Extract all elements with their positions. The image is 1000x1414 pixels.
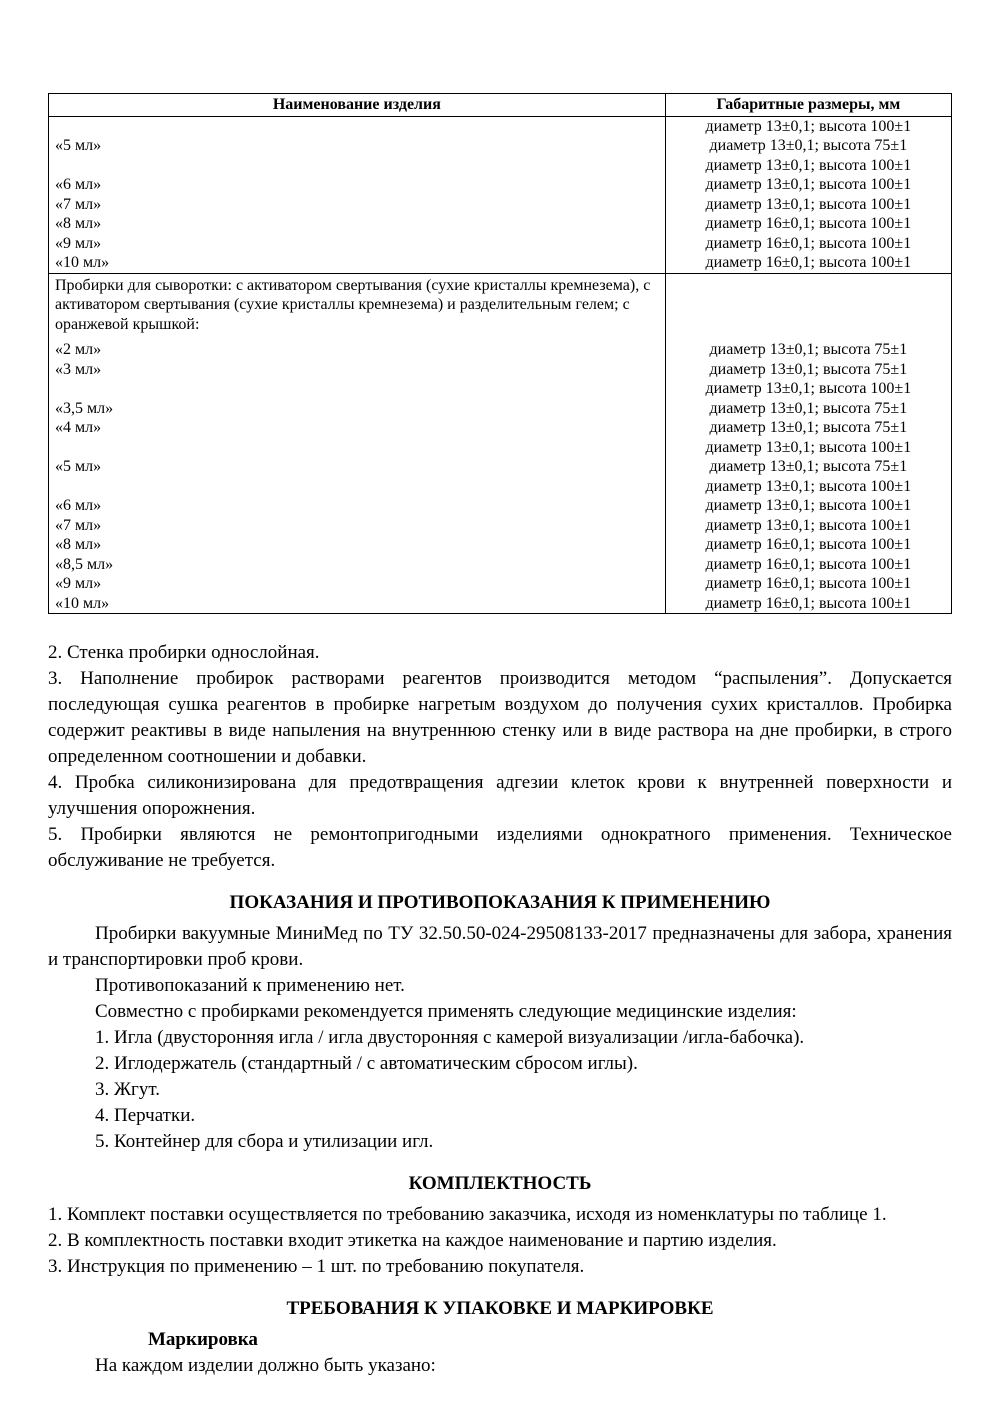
document-body: [48, 640, 952, 1379]
section-heading-packaging: ТРЕБОВАНИЯ К УПАКОВКЕ И МАРКИРОВКЕ: [286, 1298, 714, 1319]
design-feature-paragraph: 3. Наполнение пробирок растворами реагентов производится методом “распыления”. Допускается последующая сушка реагентов в пробирке нагретым воздухом до получения сухих кристаллов. Пробирка содержит реактивы в виде напыления на внутреннюю стенку или в виде раствора на дне пробирки, в строго определенном соотношении и добавки.: [48, 668, 952, 767]
product-name-cell: «3,5 мл»: [55, 399, 114, 417]
indications-paragraph: Пробирки вакуумные МиниМед по ТУ 32.50.50-024-29508133-2017 предназначены для забора, хранения и транспортировки проб крови.: [48, 923, 952, 970]
table-row: [49, 535, 952, 555]
dimensions-cell: диаметр 16±0,1; высота 100±1: [665, 234, 951, 254]
table-row: [49, 399, 952, 419]
table-row: [49, 234, 952, 254]
product-name-cell: [49, 438, 666, 458]
product-name-cell: «5 мл»: [55, 137, 102, 154]
design-feature-paragraph: 2. Стенка пробирки однослойная.: [48, 642, 320, 663]
recommended-item: 2. Иглодержатель (стандартный / с автоматическим сбросом иглы).: [95, 1053, 638, 1074]
dimensions-cell: диаметр 13±0,1; высота 75±1: [665, 360, 951, 380]
section-heading-indications: ПОКАЗАНИЯ И ПРОТИВОПОКАЗАНИЯ К ПРИМЕНЕНИЮ: [229, 892, 771, 913]
dimensions-cell: диаметр 16±0,1; высота 100±1: [665, 214, 951, 234]
indications-paragraph: Совместно с пробирками рекомендуется применять следующие медицинские изделия:: [95, 1001, 797, 1022]
product-name-cell: «10 мл»: [55, 594, 110, 612]
table-row: [49, 457, 952, 477]
product-name-cell: «8 мл»: [55, 215, 102, 232]
product-name-cell: «7 мл»: [55, 195, 102, 213]
section-heading-completeness: КОМПЛЕКТНОСТЬ: [408, 1173, 592, 1194]
table-row: [49, 594, 952, 614]
dimensions-cell-empty: [665, 273, 951, 340]
completeness-item: 1. Комплект поставки осуществляется по требованию заказчика, исходя из номенклатуры по таблице 1.: [48, 1204, 887, 1225]
product-name-cell: «6 мл»: [55, 176, 102, 193]
dimensions-cell: диаметр 13±0,1; высота 100±1: [665, 175, 951, 195]
table-row: [49, 496, 952, 516]
dimensions-cell: диаметр 13±0,1; высота 75±1: [665, 418, 951, 438]
dimensions-cell: диаметр 16±0,1; высота 100±1: [665, 574, 951, 594]
dimensions-cell: диаметр 13±0,1; высота 100±1: [665, 379, 951, 399]
dimensions-cell: диаметр 13±0,1; высота 100±1: [665, 195, 951, 215]
table-row: [49, 516, 952, 536]
recommended-items-list: [48, 1025, 952, 1155]
table-row: [49, 477, 952, 497]
dimensions-cell: диаметр 16±0,1; высота 100±1: [665, 535, 951, 555]
dimensions-cell: диаметр 13±0,1; высота 100±1: [665, 516, 951, 536]
marking-intro-paragraph: На каждом изделии должно быть указано:: [95, 1355, 436, 1376]
product-name-cell: «6 мл»: [55, 497, 102, 514]
completeness-item: 2. В комплектность поставки входит этикетка на каждое наименование и партию изделия.: [48, 1230, 777, 1251]
table-row-description: [49, 273, 952, 340]
table-row: [49, 136, 952, 156]
product-name-cell: «2 мл»: [55, 341, 102, 358]
table-row: [49, 340, 952, 360]
dimensions-cell: диаметр 13±0,1; высота 100±1: [665, 116, 951, 136]
indications-paragraph: Противопоказаний к применению нет.: [95, 975, 405, 996]
table-row: [49, 195, 952, 215]
recommended-item: 3. Жгут.: [95, 1079, 160, 1100]
design-feature-paragraph: 4. Пробка силиконизирована для предотвращения адгезии клеток крови к внутренней поверхности и улучшения опорожнения.: [48, 772, 952, 819]
design-features-list: [48, 640, 952, 874]
dimensions-cell: диаметр 16±0,1; высота 100±1: [665, 253, 951, 273]
dimensions-cell: диаметр 13±0,1; высота 75±1: [665, 457, 951, 477]
recommended-item: 4. Перчатки.: [95, 1105, 196, 1126]
completeness-item: 3. Инструкция по применению – 1 шт. по требованию покупателя.: [48, 1256, 585, 1277]
product-name-cell: «10 мл»: [55, 254, 110, 271]
column-header-dimensions: Габаритные размеры, мм: [665, 94, 951, 117]
indications-paragraphs: [48, 921, 952, 1025]
dimensions-cell: диаметр 16±0,1; высота 100±1: [665, 555, 951, 575]
dimensions-cell: диаметр 16±0,1; высота 100±1: [665, 594, 951, 614]
table-row: [49, 156, 952, 176]
table-row: [49, 555, 952, 575]
completeness-list: [48, 1202, 952, 1280]
table-row: [49, 116, 952, 136]
serum-tubes-description: Пробирки для сыворотки: с активатором свертывания (сухие кристаллы кремнезема), с активатором свертывания (сухие кристаллы кремнезема) и разделительным гелем; с оранжевой крышкой:: [49, 273, 666, 340]
product-name-cell: [49, 156, 666, 176]
dimensions-cell: диаметр 13±0,1; высота 100±1: [665, 477, 951, 497]
dimensions-cell: диаметр 13±0,1; высота 100±1: [665, 496, 951, 516]
product-name-cell: «9 мл»: [55, 234, 102, 252]
product-spec-table: [48, 93, 952, 614]
recommended-item: 1. Игла (двусторонняя игла / игла двусторонняя с камерой визуализации /игла-бабочка).: [95, 1027, 805, 1048]
dimensions-cell: диаметр 13±0,1; высота 100±1: [665, 156, 951, 176]
product-name-cell: [49, 379, 666, 399]
design-feature-paragraph: 5. Пробирки являются не ремонтопригодными изделиями однократного применения. Техническое обслуживание не требуется.: [48, 824, 952, 871]
dimensions-cell: диаметр 13±0,1; высота 75±1: [665, 399, 951, 419]
product-name-cell: «8 мл»: [55, 536, 102, 553]
dimensions-cell: диаметр 13±0,1; высота 100±1: [665, 438, 951, 458]
product-name-cell: «3 мл»: [55, 360, 102, 378]
table-section-serum-tubes: [49, 273, 952, 614]
table-row: [49, 360, 952, 380]
subheading-marking: Маркировка: [148, 1329, 258, 1350]
product-name-cell: «9 мл»: [55, 575, 102, 592]
product-name-cell: [49, 116, 666, 136]
table-row: [49, 214, 952, 234]
table-section-tubes: [49, 116, 952, 273]
dimensions-cell: диаметр 13±0,1; высота 75±1: [665, 136, 951, 156]
product-name-cell: «5 мл»: [55, 458, 102, 475]
table-row: [49, 253, 952, 273]
product-name-cell: «7 мл»: [55, 516, 102, 534]
table-header-row: [49, 94, 952, 117]
product-name-cell: [49, 477, 666, 497]
table-row: [49, 418, 952, 438]
column-header-product-name: Наименование изделия: [49, 94, 666, 117]
table-row: [49, 438, 952, 458]
product-name-cell: «4 мл»: [55, 419, 102, 436]
recommended-item: 5. Контейнер для сбора и утилизации игл.: [95, 1131, 434, 1152]
table-row: [49, 175, 952, 195]
table-row: [49, 379, 952, 399]
product-name-cell: «8,5 мл»: [55, 555, 114, 573]
dimensions-cell: диаметр 13±0,1; высота 75±1: [665, 340, 951, 360]
table-row: [49, 574, 952, 594]
